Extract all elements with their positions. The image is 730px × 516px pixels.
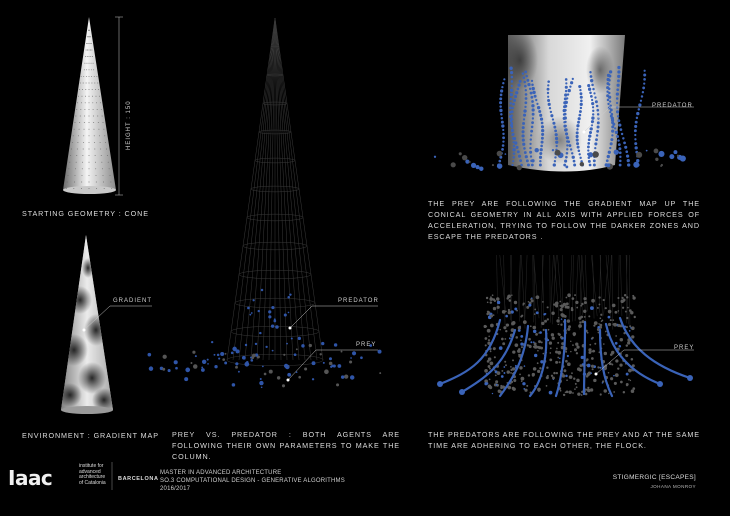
flock-graphic: [437, 255, 694, 396]
height-dimension-label: HEIGHT : 150: [126, 100, 132, 150]
predator-label-panel4: PREDATOR: [652, 103, 693, 109]
starting-cone-graphic: [63, 17, 123, 195]
flock-caption: THE PREDATORS ARE FOLLOWING THE PREY AND AT THE SAME TIME ARE ADHERING TO EACH OTHER, THE FLOCK.: [428, 430, 700, 450]
city-label: BARCELONA: [118, 476, 159, 482]
gradient-label: GRADIENT: [113, 298, 153, 304]
prey-label-panel3: PREY: [356, 342, 377, 348]
gradient-caption: ENVIRONMENT : GRADIENT MAP: [22, 431, 159, 440]
predator-label-panel3: PREDATOR: [338, 298, 379, 304]
project-title: STIGMERGIC [ESCAPES]: [612, 474, 696, 481]
wireframe-cone-graphic: [148, 18, 382, 388]
prey-gradient-graphic: [434, 30, 694, 172]
author-name: JOHANA MONROY: [650, 484, 696, 489]
prey-gradient-caption: THE PREY ARE FOLLOWING THE GRADIENT MAP UP THE CONICAL GEOMETRY IN ALL AXIS WITH APPLIED FORCES OF ACCELERATION, TRYING TO FOLLOW THE DARKER ZONES AND ESCAPE THE PREDATORS .: [428, 199, 700, 241]
cone-caption: STARTING GEOMETRY : CONE: [22, 209, 149, 218]
gradient-cone-graphic: [58, 230, 152, 420]
iaac-logo: Iaac: [8, 466, 53, 490]
program-info: MASTER IN ADVANCED ARCHITECTURE SO.3 COMPUTATIONAL DESIGN - GENERATIVE ALGORITHMS 2016/2017: [160, 470, 345, 492]
prey-label-panel5: PREY: [674, 345, 695, 351]
institute-name: institute for advanced architecture of Catalonia: [79, 463, 106, 486]
prey-vs-predator-caption: PREY VS. PREDATOR : BOTH AGENTS ARE FOLLOWING THEIR OWN PARAMETERS TO MAKE THE COLUMN.: [172, 430, 400, 461]
